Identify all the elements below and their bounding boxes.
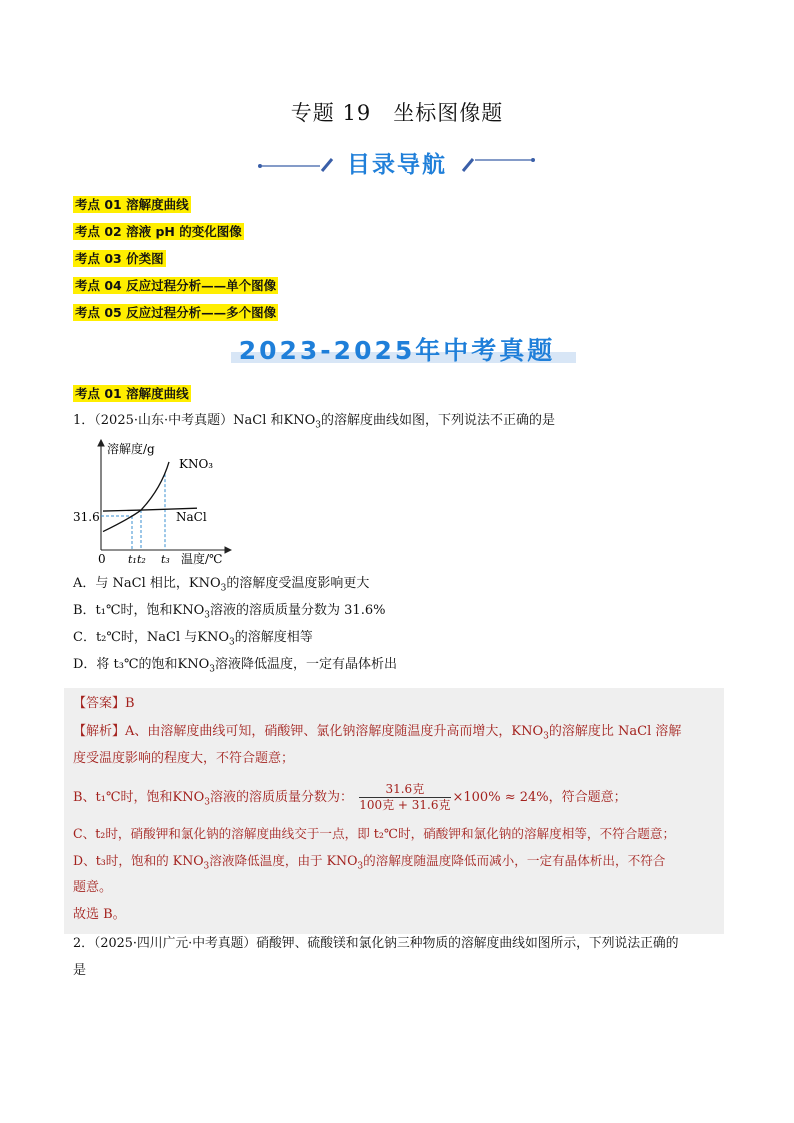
- option-a[interactable]: [73, 575, 369, 598]
- chem-subscript: 3: [315, 420, 321, 431]
- option-text: 的溶解度受温度影响更大: [226, 576, 370, 591]
- toc-item-4[interactable]: [73, 276, 278, 294]
- fraction: [359, 782, 450, 813]
- answer-conclusion: 故选 B。: [73, 907, 126, 922]
- analysis-text: B、t₁℃时，饱和: [73, 790, 173, 805]
- nav-header: [0, 146, 794, 180]
- section-heading: [73, 384, 191, 402]
- chem-subscript: 3: [203, 861, 210, 872]
- y-axis-label: 溶解度/g: [107, 442, 155, 456]
- x-tick-label: t₂: [137, 553, 146, 566]
- chem-formula: KNO: [188, 576, 221, 591]
- analysis-label: 【解析】: [73, 724, 126, 739]
- toc-item-5[interactable]: [73, 303, 278, 321]
- chem-formula: KNO: [172, 853, 204, 868]
- option-b[interactable]: [73, 602, 385, 625]
- nav-title: 目录导航: [347, 152, 447, 178]
- option-text: B．t₁℃时，饱和: [73, 603, 173, 618]
- toc-label: 考点 05 反应过程分析——多个图像: [75, 305, 277, 320]
- chem-subscript: 3: [209, 664, 216, 675]
- analysis-b: [73, 782, 627, 812]
- analysis-text: 的溶解度随温度降低而减小，一定有晶体析出，不符合: [363, 853, 666, 868]
- chem-formula: KNO: [283, 413, 316, 428]
- toc-item-1[interactable]: [73, 195, 191, 213]
- analysis-text: D、t₃时，饱和的: [73, 853, 173, 868]
- chem-subscript: 3: [229, 637, 235, 648]
- stem-text: 1．（2025·山东·中考真题）NaCl 和: [73, 413, 284, 428]
- analysis-a-line1: [73, 723, 681, 746]
- toc-item-2[interactable]: [73, 222, 244, 240]
- section-banner: 2023-2025年中考真题: [238, 336, 556, 365]
- option-text: C．t₂℃时，NaCl 与: [73, 630, 198, 645]
- toc-label: 考点 02 溶液 pH 的变化图像: [75, 224, 242, 239]
- chem-subscript: 3: [357, 861, 364, 872]
- question-2-stem-line1: 2．（2025·四川广元·中考真题）硝酸钾、硫酸镁和氯化钠三种物质的溶解度曲线如图所示，下列说法正确的: [73, 936, 679, 951]
- option-text: D．将 t₃℃的饱和: [73, 657, 178, 672]
- section-label: 考点 01 溶解度曲线: [75, 386, 189, 401]
- fraction-denominator: 100克 + 31.6克: [359, 798, 451, 812]
- option-c[interactable]: [73, 629, 313, 652]
- x-tick-label: t₃: [161, 553, 170, 566]
- option-text: 溶液降低温度，一定有晶体析出: [215, 657, 398, 672]
- analysis-text: 溶液的溶质质量分数为：: [210, 790, 354, 805]
- chem-formula: KNO: [172, 603, 205, 618]
- answer-label: 【答案】: [73, 696, 126, 711]
- analysis-d-line2: 题意。: [73, 880, 113, 895]
- toc-label: 考点 03 价类图: [75, 251, 164, 266]
- y-tick-label: 31.6: [73, 510, 100, 524]
- analysis-text: ×100% ≈ 24%，符合题意；: [452, 790, 627, 805]
- x-tick-label: t₁: [128, 553, 137, 566]
- question-2-stem-line2: 是: [73, 963, 87, 978]
- stem-text: 的溶解度曲线如图，下列说法不正确的是: [320, 413, 555, 428]
- x-axis-label: 温度/℃: [181, 552, 223, 566]
- analysis-text: A、由溶解度曲线可知，硝酸钾、氯化钠溶解度随温度升高而增大，: [125, 724, 512, 739]
- analysis-text: 溶液降低温度，由于: [209, 853, 327, 868]
- chem-formula: KNO: [197, 630, 230, 645]
- chem-formula: KNO: [511, 724, 544, 739]
- chem-formula: KNO: [172, 790, 205, 805]
- analysis-d-line1: [73, 852, 665, 876]
- toc-label: 考点 01 溶解度曲线: [75, 197, 189, 212]
- chem-formula: KNO: [177, 657, 210, 672]
- solubility-chart: [73, 432, 243, 567]
- chem-formula: KNO: [326, 853, 358, 868]
- option-text: 溶液的溶质质量分数为 31.6%: [210, 603, 386, 618]
- chem-subscript: 3: [543, 731, 549, 742]
- origin-label: 0: [98, 552, 106, 566]
- toc-item-3[interactable]: [73, 249, 166, 267]
- analysis-text: 的溶解度比 NaCl 溶解: [548, 724, 682, 739]
- series-label-nacl: NaCl: [176, 510, 207, 524]
- option-d[interactable]: [73, 656, 397, 679]
- chem-subscript: 3: [204, 610, 211, 621]
- analysis-a-line2: 度受温度影响的程度大，不符合题意；: [73, 751, 295, 766]
- option-text: 的溶解度相等: [234, 630, 313, 645]
- analysis-c: C、t₂时，硝酸钾和氯化钠的溶解度曲线交于一点，即 t₂℃时，硝酸钾和氯化钠的溶解度相等，不符合题意；: [73, 826, 676, 841]
- page-title: 专题 19 坐标图像题: [290, 101, 504, 125]
- answer-value: B: [125, 696, 135, 711]
- chem-subscript: 3: [204, 797, 211, 808]
- option-text: A．与 NaCl 相比，: [73, 576, 189, 591]
- series-label-kno3: KNO₃: [179, 457, 214, 471]
- answer-line: [73, 695, 135, 713]
- fraction-numerator: 31.6克: [359, 782, 450, 798]
- chem-subscript: 3: [220, 583, 227, 594]
- series-line-kno3: [103, 462, 169, 532]
- toc-label: 考点 04 反应过程分析——单个图像: [75, 278, 277, 293]
